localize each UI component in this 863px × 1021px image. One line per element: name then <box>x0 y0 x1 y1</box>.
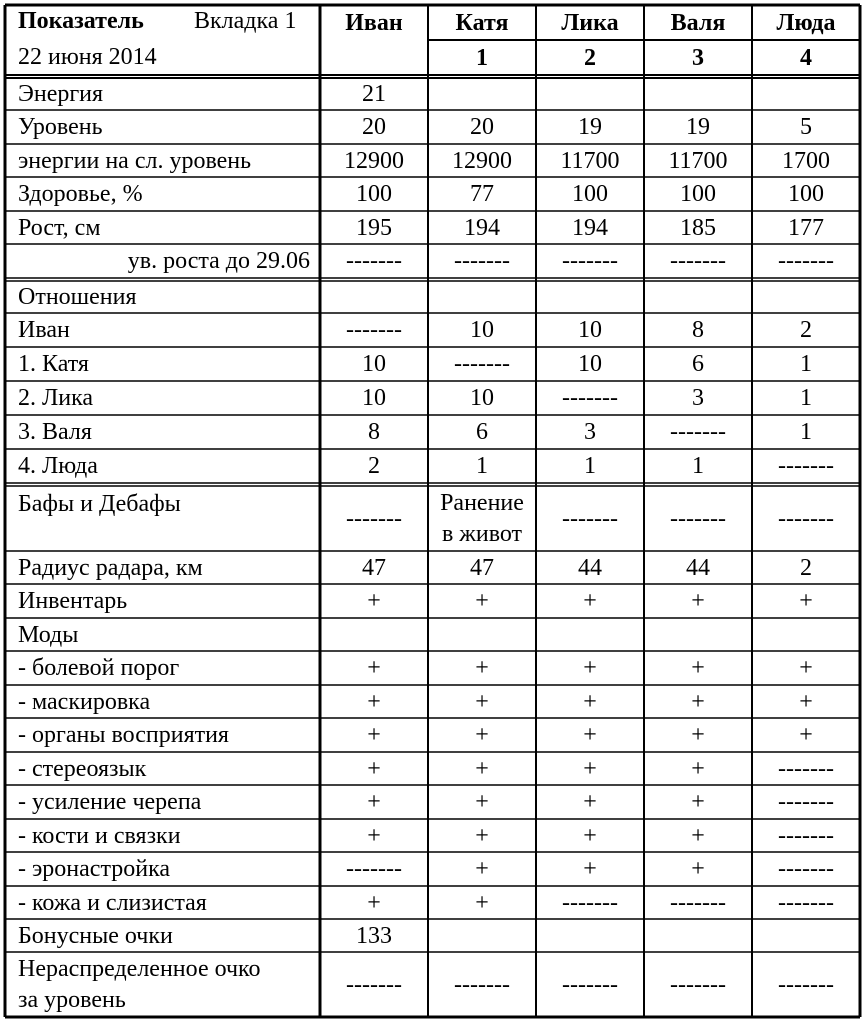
table-cell <box>752 281 860 313</box>
table-cell: ------- <box>454 248 510 274</box>
table-cell: + <box>367 822 381 849</box>
table-cell: 10 <box>578 317 602 343</box>
table-cell: 185 <box>680 214 716 241</box>
table-cell <box>536 618 644 651</box>
table-cell: 194 <box>572 214 608 241</box>
table-cell: + <box>799 722 813 748</box>
row-label: Уровень <box>18 114 103 140</box>
column-header-number: 3 <box>692 44 704 71</box>
table-cell: ------- <box>562 889 618 916</box>
table-cell: + <box>583 822 597 849</box>
table-cell: 77 <box>470 181 494 207</box>
table-cell <box>644 78 752 110</box>
table-cell: + <box>583 588 597 614</box>
table-cell: ------- <box>778 822 834 849</box>
table-cell: 3 <box>692 385 704 411</box>
table-cell: 10 <box>362 351 386 377</box>
row-label: Моды <box>18 621 79 648</box>
table-cell: + <box>367 755 381 782</box>
table-cell: ------- <box>562 505 618 532</box>
table-cell: 1700 <box>782 147 830 174</box>
table-cell <box>644 281 752 313</box>
table-cell: 2 <box>800 554 812 581</box>
table-cell <box>428 618 536 651</box>
table-cell: + <box>691 655 705 681</box>
table-cell <box>752 618 860 651</box>
row-label: - маскировка <box>18 688 151 715</box>
table-cell <box>536 919 644 952</box>
table-cell: 6 <box>476 419 488 445</box>
row-label: 2. Лика <box>18 385 94 411</box>
table-cell: 1 <box>800 419 812 445</box>
table-cell: 2 <box>800 317 812 343</box>
row-label: Инвентарь <box>18 588 128 614</box>
table-cell <box>644 618 752 651</box>
table-cell: 3 <box>584 419 596 445</box>
table-cell: ------- <box>778 971 834 998</box>
table-cell: + <box>799 588 813 614</box>
table-cell: ------- <box>670 419 726 445</box>
cell-line: в живот <box>441 520 523 547</box>
table-cell: ------- <box>778 248 834 274</box>
table-cell <box>536 78 644 110</box>
table-cell <box>428 919 536 952</box>
table-cell: + <box>367 789 381 815</box>
table-cell <box>536 281 644 313</box>
header-indicator: Показатель <box>18 8 144 34</box>
table-cell: + <box>583 789 597 815</box>
table-cell: + <box>583 755 597 782</box>
table-cell: 10 <box>470 317 494 343</box>
table-cell: 47 <box>362 554 386 581</box>
column-header-number: 4 <box>800 44 812 71</box>
table-cell: + <box>583 688 597 715</box>
table-cell: ------- <box>778 789 834 815</box>
table-cell: 177 <box>788 214 824 241</box>
column-header-name: Люда <box>776 9 836 36</box>
table-cell: + <box>583 655 597 681</box>
table-cell: + <box>475 822 489 849</box>
column-header-number: 1 <box>476 44 488 71</box>
table-cell: 1 <box>476 453 488 479</box>
table-cell: ------- <box>778 453 834 479</box>
cell-line: Ранение <box>440 489 524 516</box>
table-cell <box>428 281 536 313</box>
table-cell: + <box>475 856 489 882</box>
table-cell: + <box>691 588 705 614</box>
row-label: Здоровье, % <box>18 181 143 207</box>
row-label: ув. роста до 29.06 <box>127 248 310 274</box>
table-cell: + <box>799 688 813 715</box>
table-cell: 12900 <box>452 147 512 174</box>
table-cell: + <box>691 755 705 782</box>
table-cell: 11700 <box>560 147 620 174</box>
table-cell: ------- <box>346 505 402 532</box>
table-cell: ------- <box>670 889 726 916</box>
table-cell: 133 <box>356 922 392 949</box>
table-cell <box>428 486 536 551</box>
row-label: Бафы и Дебафы <box>18 491 181 517</box>
row-label: энергии на сл. уровень <box>18 147 252 174</box>
table-cell: + <box>367 889 381 916</box>
row-label: Энергия <box>18 81 104 107</box>
table-cell: + <box>475 722 489 748</box>
column-header-name: Катя <box>455 9 509 36</box>
table-cell: + <box>583 722 597 748</box>
table-cell: 10 <box>470 385 494 411</box>
table-cell: + <box>367 655 381 681</box>
row-label: 3. Валя <box>18 419 92 445</box>
table-cell <box>752 78 860 110</box>
table-cell: + <box>475 889 489 916</box>
table-cell: + <box>367 588 381 614</box>
column-header-name: Лика <box>561 9 619 36</box>
table-cell: ------- <box>778 505 834 532</box>
table-cell: + <box>691 856 705 882</box>
table-cell: ------- <box>346 248 402 274</box>
row-label: - стереоязык <box>18 755 147 782</box>
table-cell: + <box>475 755 489 782</box>
table-cell: + <box>367 688 381 715</box>
table-cell: + <box>367 722 381 748</box>
table-cell: + <box>691 789 705 815</box>
table-cell: + <box>691 688 705 715</box>
table-cell: ------- <box>454 351 510 377</box>
table-cell: ------- <box>670 971 726 998</box>
table-cell: ------- <box>346 856 402 882</box>
table-cell: 100 <box>572 181 608 207</box>
row-label: - кости и связки <box>18 822 181 849</box>
table-cell: 44 <box>578 554 602 581</box>
table-cell: 47 <box>470 554 494 581</box>
row-label: Иван <box>18 317 70 343</box>
row-label: Бонусные очки <box>18 922 173 949</box>
table-cell: 194 <box>464 214 500 241</box>
table-cell: 10 <box>362 385 386 411</box>
table-cell: 19 <box>578 114 602 140</box>
table-cell: 2 <box>368 453 380 479</box>
table-cell: 195 <box>356 214 392 241</box>
cell-line: за уровень <box>18 986 126 1013</box>
table-cell <box>320 618 428 651</box>
table-cell <box>752 919 860 952</box>
table-cell <box>320 281 428 313</box>
cell-line: Нераспределенное очко <box>18 955 261 982</box>
table-cell: 10 <box>578 351 602 377</box>
table-cell: ------- <box>670 248 726 274</box>
table-cell: 20 <box>362 114 386 140</box>
table-cell: 100 <box>788 181 824 207</box>
table-cell: 11700 <box>668 147 728 174</box>
column-header-name: Иван <box>345 10 403 36</box>
table-cell: + <box>691 822 705 849</box>
row-label: Рост, см <box>18 214 101 241</box>
table-cell: ------- <box>778 755 834 782</box>
table-cell <box>644 919 752 952</box>
table-cell: + <box>475 688 489 715</box>
row-label <box>5 952 320 1017</box>
column-header-number: 2 <box>584 44 596 71</box>
row-label: - кожа и слизистая <box>18 889 207 916</box>
column-header-name: Валя <box>670 9 726 36</box>
table-cell: ------- <box>778 889 834 916</box>
row-label: - болевой порог <box>18 655 180 681</box>
table-cell: 5 <box>800 114 812 140</box>
table-cell: 8 <box>368 419 380 445</box>
table-cell: + <box>475 655 489 681</box>
table-cell <box>428 78 536 110</box>
row-label: - органы восприятия <box>18 722 229 748</box>
table-cell: + <box>799 655 813 681</box>
table-cell: 21 <box>362 81 386 107</box>
table-cell: 12900 <box>344 147 404 174</box>
table-cell: ------- <box>562 248 618 274</box>
table-cell: 6 <box>692 351 704 377</box>
table-cell: + <box>691 722 705 748</box>
row-label: 4. Люда <box>18 453 98 479</box>
row-label: 1. Катя <box>18 351 89 377</box>
table-cell: ------- <box>346 971 402 998</box>
table-cell: ------- <box>562 385 618 411</box>
row-label: - усиление черепа <box>18 789 202 815</box>
table-cell: 100 <box>356 181 392 207</box>
table-cell: + <box>475 789 489 815</box>
table-cell: 100 <box>680 181 716 207</box>
row-label: Отношения <box>18 284 137 310</box>
table-cell: 19 <box>686 114 710 140</box>
table-cell: 1 <box>584 453 596 479</box>
table-cell: 44 <box>686 554 710 581</box>
table-cell: ------- <box>670 505 726 532</box>
header-date: 22 июня 2014 <box>18 44 157 70</box>
table-cell: + <box>583 856 597 882</box>
row-label: Радиус радара, км <box>18 554 203 581</box>
table-cell: + <box>475 588 489 614</box>
table-cell: 1 <box>800 385 812 411</box>
table-cell: ------- <box>562 971 618 998</box>
table-cell: ------- <box>346 317 402 343</box>
table-cell: ------- <box>778 856 834 882</box>
header-tab: Вкладка 1 <box>194 8 297 34</box>
table-cell: 1 <box>692 453 704 479</box>
table-cell: 1 <box>800 351 812 377</box>
table-cell: ------- <box>454 971 510 998</box>
table-cell: 8 <box>692 317 704 343</box>
row-label: - эронастройка <box>18 856 171 882</box>
table-cell: 20 <box>470 114 494 140</box>
